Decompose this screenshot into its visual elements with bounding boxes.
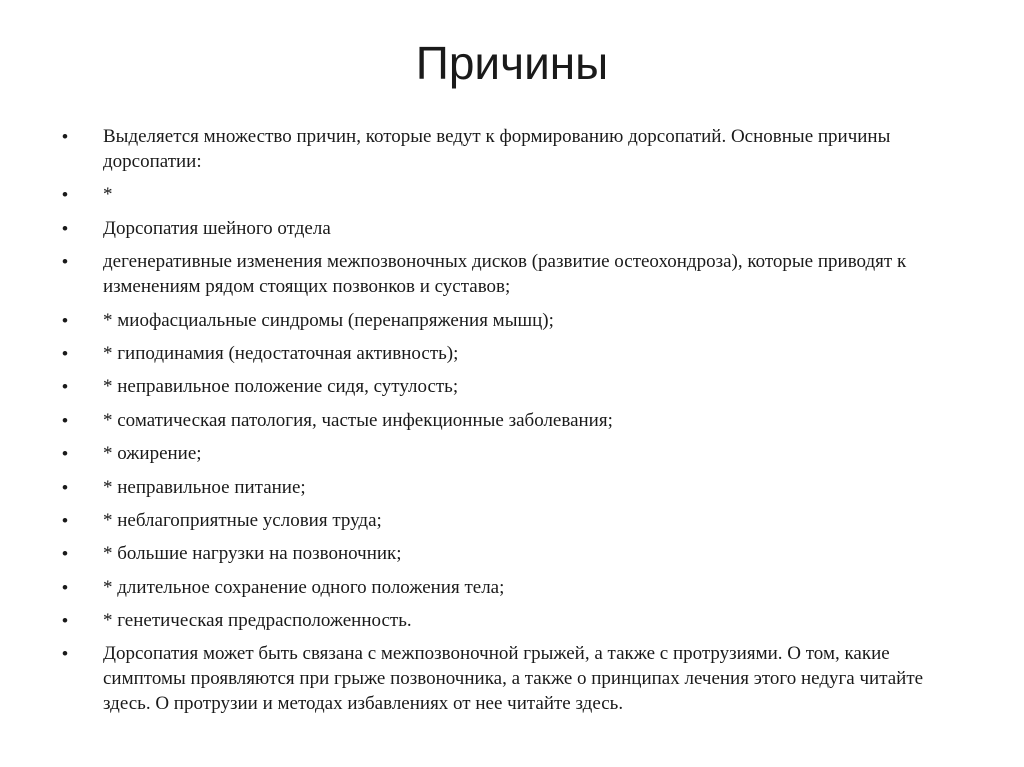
list-item-text: * неправильное питание;: [103, 476, 306, 498]
bullet-icon: •: [62, 410, 68, 430]
list-item: [62, 374, 972, 399]
list-item-text: * большие нагрузки на позвоночник;: [103, 543, 402, 565]
list-item: [62, 308, 972, 333]
bullet-icon: •: [62, 444, 68, 464]
bullet-icon: •: [62, 510, 68, 530]
list-item-text: * неправильное положение сидя, сутулость;: [103, 376, 459, 398]
list-item: [62, 216, 972, 241]
list-item: [62, 608, 972, 633]
bullet-icon: •: [62, 252, 68, 272]
bullet-list: [62, 124, 972, 725]
list-item: [62, 249, 972, 299]
list-item-text: * длительное сохранение одного положения тела;: [103, 576, 505, 598]
list-item-text: * генетическая предрасположенность.: [103, 610, 412, 632]
bullet-icon: •: [62, 644, 68, 664]
slide-title: Причины: [415, 37, 609, 89]
list-item: [62, 124, 972, 174]
list-item: [62, 408, 972, 433]
list-item-text: дегенеративные изменения межпозвоночных дисков (развитие остеохондроза), которые приводят к изменениям рядом стоящих позвонков и суставов;: [103, 251, 907, 298]
list-item-text: * миофасциальные синдромы (перенапряжения мышц);: [103, 309, 554, 331]
list-item-text: *: [103, 184, 113, 206]
list-item-text: * неблагоприятные условия труда;: [103, 509, 382, 531]
bullet-icon: •: [62, 218, 68, 238]
list-item: [62, 641, 972, 716]
bullet-icon: •: [62, 377, 68, 397]
list-item-text: Дорсопатия может быть связана с межпозвоночной грыжей, а также с протрузиями. О том, какие симптомы проявляются при грыже позвоночника, а также о принципах лечения этого недуга читайте здесь. О протрузии и методах избавлениях от нее читайте здесь.: [103, 643, 924, 715]
list-item-text: * ожирение;: [103, 443, 202, 465]
list-item-text: Дорсопатия шейного отдела: [103, 217, 331, 239]
list-item: [62, 441, 972, 466]
list-item-text: * гиподинамия (недостаточная активность);: [103, 342, 459, 364]
bullet-icon: •: [62, 611, 68, 631]
bullet-icon: •: [62, 127, 68, 146]
list-item: [62, 541, 972, 566]
list-item: [62, 341, 972, 366]
bullet-icon: •: [62, 544, 68, 564]
bullet-icon: •: [62, 477, 68, 497]
list-item: [62, 475, 972, 500]
bullet-icon: •: [62, 310, 68, 330]
bullet-icon: •: [62, 577, 68, 597]
list-item-text: * соматическая патология, частые инфекционные заболевания;: [103, 409, 613, 431]
bullet-icon: •: [62, 185, 68, 205]
list-item: [62, 508, 972, 533]
list-item: [62, 182, 972, 207]
list-item: [62, 575, 972, 600]
list-item-text: Выделяется множество причин, которые ведут к формированию дорсопатий. Основные причины дорсопатии:: [103, 126, 891, 172]
bullet-icon: •: [62, 343, 68, 363]
